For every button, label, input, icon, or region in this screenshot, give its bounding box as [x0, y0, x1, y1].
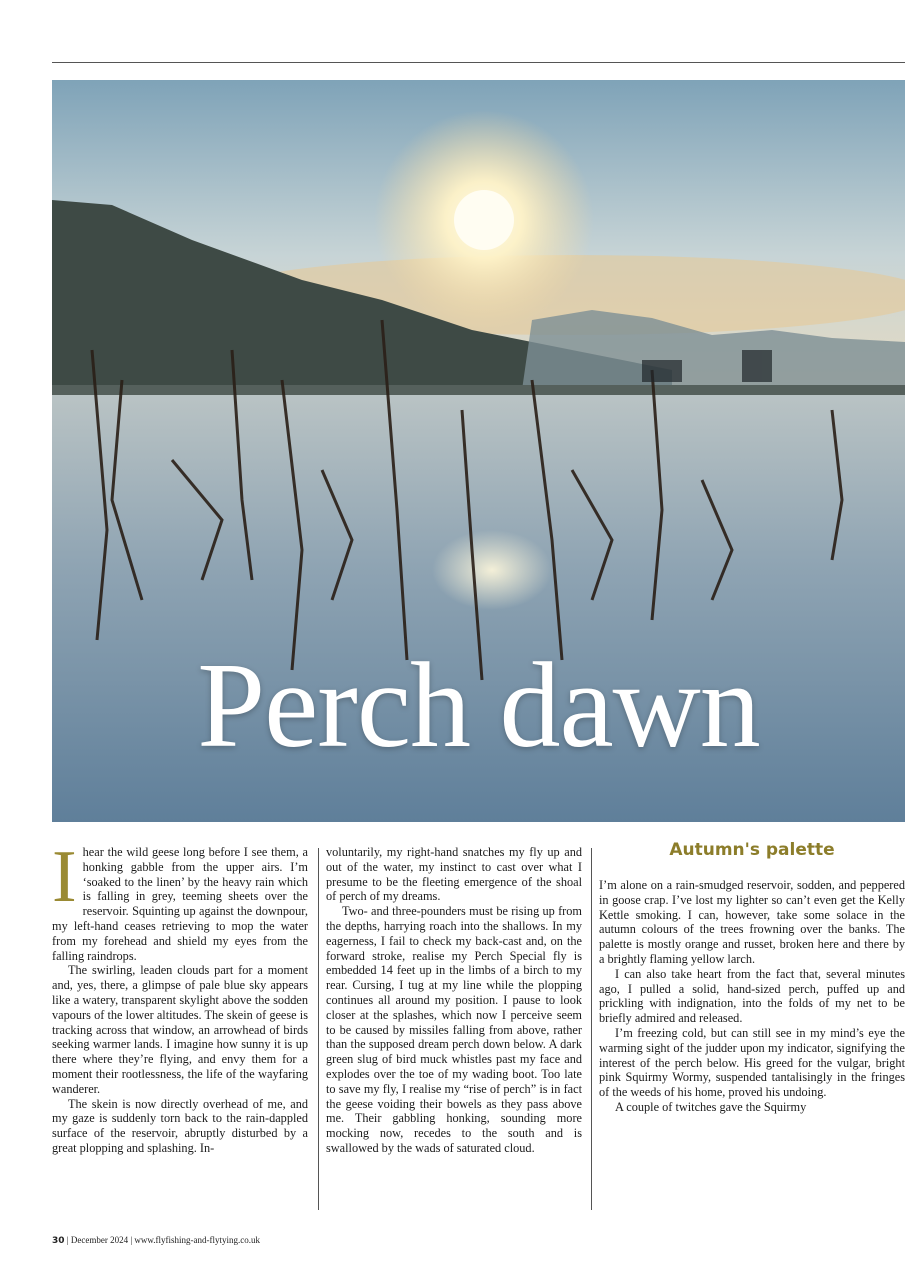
- article-paragraph: voluntarily, my right-hand snatches my fly up and out of the water, my instinct to cast over what I presume to be the fleeting emergence of the shoal of perch of my dreams.: [326, 845, 582, 904]
- issue-date: December 2024: [70, 1235, 129, 1245]
- sidebar-paragraph: I’m freezing cold, but can still see in my mind’s eye the warming sight of the judder upon my indicator, signifying the interest of the perch below. His greed for the vulgar, bright pink Squirmy Wormy, suspended tantalisingly in the fringes of the weeds of his home, proved his undoing.: [599, 1025, 905, 1100]
- sidebar-paragraph: A couple of twitches gave the Squirmy: [615, 1099, 807, 1114]
- website-link[interactable]: www.flyfishing-and-flytying.co.uk: [134, 1235, 261, 1245]
- sidebar-column: [599, 878, 905, 1115]
- hero-photo: [52, 80, 905, 822]
- article-paragraph: The swirling, leaden clouds part for a moment and, yes, there, a glimpse of pale blue sky appears like a watery, transparent skylight above the sodden vapours of the lower altitudes. The skein of geese is tracking across that window, an arrowhead of birds seeking warmer lands. I imagine how sunny it is up there where they’re flying, and envy them for a moment their rootlessness, the life of the wayfaring wanderer.: [52, 963, 308, 1096]
- article-column-2: [326, 845, 582, 1156]
- sidebar-paragraph: I can also take heart from the fact that, several minutes ago, I pulled a solid, hand-sized perch, puffed up and prickling with indignation, into the folds of my net to be briefly admired and released.: [599, 966, 905, 1026]
- column-rule: [318, 848, 319, 1210]
- dropcap: I: [52, 836, 77, 918]
- article-paragraph: The skein is now directly overhead of me, and my gaze is suddenly torn back to the rain-dappled surface of the reservoir, abruptly disturbed by a great plopping and splashing. In-: [52, 1096, 308, 1155]
- page-number: 30: [52, 1236, 65, 1246]
- article-column-1: [52, 836, 308, 1156]
- page-footer: 30 | December 2024 | www.flyfishing-and-flytying.co.uk: [52, 1235, 261, 1246]
- column-rule: [591, 848, 592, 1210]
- article-paragraph: I hear the wild geese long before I see them, a honking gabble from the upper airs. I’m ‘soaked to the linen’ by the heavy rain which is falling in grey, teeming sheets over the reservoir. Squinting up against the downpour, my left-hand ceases retrieving to mop the water from my forehead and shield my eyes from the falling raindrops.: [52, 836, 308, 963]
- article-title: Perch dawn: [197, 638, 760, 773]
- top-rule: [52, 62, 905, 63]
- sidebar-paragraph: I’m alone on a rain-smudged reservoir, sodden, and peppered in goose crap. I’ve lost my lighter so can’t even get the Kelly Kettle smoking. I can, however, take some solace in the autumn colours of the trees frowning over the banks. The palette is mostly orange and russet, broken here and there by a brightly flaming yellow larch.: [599, 878, 905, 966]
- article-paragraph: Two- and three-pounders must be rising up from the depths, harrying roach into the shallows. In my eagerness, I fail to check my back-cast and, on the forward stroke, realise my Perch Special fly is embedded 14 feet up in the limbs of a birch to my rear. Cursing, I tug at my line while the plopping continues all around my position. I pause to look closer at the splashes, which now I perceive seem to be caused by missiles falling from above, rather than the supposed dream perch down below. A dark green slug of bird muck whistles past my face and explodes over the toe of my wading boot. Too late to save my fly, I realise my “rise of perch” is in fact the geese voiding their bowels as they pass above me. Their gabbling honking, sounding more mocking now, recedes to the south and is swallowed by the wads of saturated cloud.: [326, 904, 582, 1155]
- sidebar-heading: Autumn's palette: [669, 840, 835, 860]
